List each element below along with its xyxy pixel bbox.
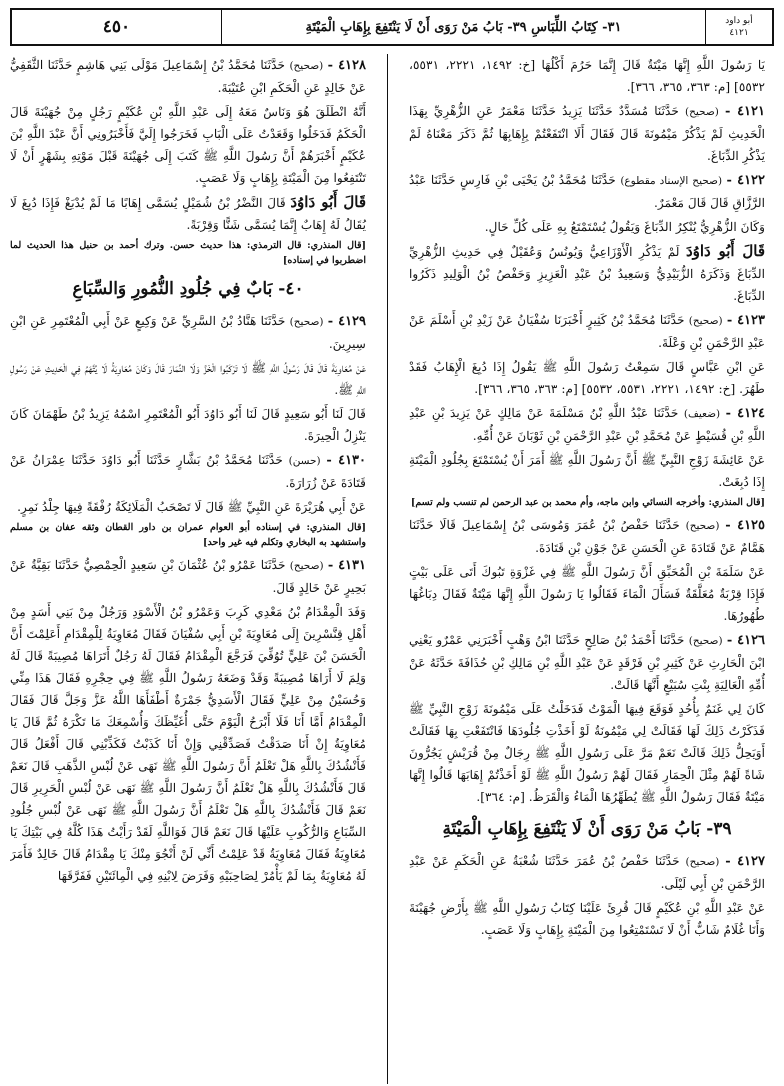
hadith-grade: (صحيح) <box>685 106 719 118</box>
hadith-matn: عَنْ مُعَاوِيَةَ قَالَ قَالَ رَسُولُ اللَّهِ ﷺ لَا تَرْكَبُوا الْخَزَّ وَلَا النِّمَارَ قَالَ وَكَانَ مُعَاوِيَةُ لَا يُتَّهَمُ فِي الْحَدِيثِ عَنْ رَسُولِ اللَّهِ ﷺ. <box>10 361 366 397</box>
hadith-text: حَدَّثَنَا مُحَمَّدُ بْنُ يَحْيَى بْنِ فَارِسٍ حَدَّثَنَا عَبْدُ الرَّزَّاقِ قَالَ قَالَ مَعْمَرٌ. <box>409 173 765 210</box>
comment-text: قَالَ النَّضْرُ بْنُ شُمَيْلٍ يُسَمَّى إِهَابًا مَا لَمْ يُدْبَغْ فَإِذَا دُبِغَ لَا يُقَالُ لَهُ إِهَابٌ إِنَّمَا يُسَمَّى شَنًّا وَقِرْبَةً. <box>10 196 366 232</box>
editor-note: [قال المنذري: وأخرجه النسائي وابن ماجه، وأم محمد بن عبد الرحمن لم تنسب ولم تسم] <box>410 497 765 508</box>
hadith-text: حَدَّثَنَا حَفْصُ بْنُ عُمَرَ حَدَّثَنَا شُعْبَةُ عَنِ الْحَكَمِ عَنْ عَبْدِ الرَّحْمَنِ بْنِ أَبِي لَيْلَى. <box>409 854 765 891</box>
hadith-text: حَدَّثَنَا مُسَدَّدٌ حَدَّثَنَا يَزِيدُ حَدَّثَنَا مَعْمَرٌ عَنِ الزُّهْرِيِّ بِهَذَا الْحَدِيثِ لَمْ يَذْكُرْ مَيْمُونَةَ قَالَ فَقَالَ أَلَا انْتَفَعْتُمْ بِإِهَابِهَا ثُمَّ ذَكَرَ مَعْنَاهُ لَمْ يَذْكُرِ الدِّبَاغَ. <box>409 104 765 163</box>
abu-dawud-comment <box>409 240 765 307</box>
hadith-text: حَدَّثَنَا حَفْصُ بْنُ عُمَرَ وَمُوسَى بْنُ إِسْمَاعِيلَ قَالَا حَدَّثَنَا هَمَّامٌ عَنْ قَتَادَةَ عَنِ الْحَسَنِ عَنْ جَوْنِ بْنِ قَتَادَةَ. <box>409 518 765 555</box>
hadith-grade: (صحيح) <box>289 560 324 572</box>
chapter-heading: ٣٩- بَابُ مَنْ رَوَى أَنْ لَا يَنْتَفِعَ بِإِهَابِ الْمَيْتَةِ <box>442 819 732 839</box>
hadith-number: ٤١٢٣ - <box>726 313 765 328</box>
hadith-text: حَدَّثَنَا عَبْدُ اللَّهِ بْنُ مَسْلَمَةَ عَنْ مَالِكٍ عَنْ يَزِيدَ بْنِ عَبْدِ اللَّهِ بْنِ قُسَيْطٍ عَنْ مُحَمَّدِ بْنِ عَبْدِ الرَّحْمَنِ بْنِ ثَوْبَانَ عَنْ أُمِّهِ. <box>409 406 765 443</box>
abu-dawud-lead: قَالَ أَبُو دَاوُدَ <box>685 242 765 260</box>
hadith-number: ٤١٢٧ - <box>725 854 765 869</box>
hadith-number: ٤١٣٠ - <box>326 453 367 468</box>
hadith-matn: عَنِ ابْنِ عَبَّاسٍ قَالَ سَمِعْتُ رَسُولَ اللَّهِ ﷺ يَقُولُ إِذَا دُبِغَ الْإِهَابُ فَقَدْ طَهُرَ. [خ: ١٤٩٢، ٢٢٢١، ٥٥٣١، ٥٥٣٢] [م: ٣٦٣، ٣٦٥، ٣٦٦]. <box>409 360 765 396</box>
hadith-grade: (صحيح) <box>685 856 720 868</box>
hadith-grade: (صحيح الإسناد مقطوع) <box>620 175 723 187</box>
left-column <box>10 54 380 1084</box>
hadith-number: ٤١٢٨ - <box>327 58 367 73</box>
hadith-block <box>409 514 765 559</box>
hadith-number: ٤١٢٤ - <box>725 406 765 421</box>
hadith-range: ٤١٢١ <box>729 28 749 38</box>
hadith-text: حَدَّثَنَا مُحَمَّدُ بْنُ إِسْمَاعِيلَ مَوْلَى بَنِي هَاشِمٍ حَدَّثَنَا الثَّقَفِيُّ عَنْ خَالِدٍ عَنِ الْحَكَمِ ابْنِ عُتَيْبَةَ. <box>10 58 366 95</box>
hadith-matn: يَا رَسُولَ اللَّهِ إِنَّهَا مَيْتَةٌ قَالَ إِنَّمَا حَرُمَ أَكْلُهَا [خ: ١٤٩٢، ٢٢٢١، ٥٥٣١، ٥٥٣٢] [م: ٣٦٣، ٣٦٥، ٣٦٦]. <box>409 58 765 94</box>
hadith-matn: عَنْ عَائِشَةَ زَوْجِ النَّبِيِّ ﷺ أَنَّ رَسُولَ اللَّهِ ﷺ أَمَرَ أَنْ يُسْتَمْتَعَ بِجُلُودِ الْمَيْتَةِ إِذَا دُبِغَتْ. <box>409 453 765 489</box>
hadith-block <box>409 850 765 895</box>
hadith-text: حَدَّثَنَا أَحْمَدُ بْنُ صَالِحٍ حَدَّثَنَا ابْنُ وَهْبٍ أَخْبَرَنِي عَمْرٌو يَعْنِي ابْنَ الْحَارِثِ عَنْ كَثِيرِ بْنِ فَرْقَدٍ عَنْ عَبْدِ اللَّهِ بْنِ مَالِكِ بْنِ حُذَافَةَ حَدَّثَهُ عَنْ أُمِّهِ الْعَالِيَةِ بِنْتِ سُبَيْعٍ أَنَّهَا قَالَتْ. <box>409 633 765 692</box>
hadith-grade: (صحيح) <box>688 315 723 327</box>
hadith-block <box>10 310 366 355</box>
hadith-grade: (صحيح) <box>289 60 324 72</box>
hadith-number: ٤١٢٦ - <box>726 633 765 648</box>
book-name: أبو داود <box>725 16 753 26</box>
hadith-number: ٤١٢٥ - <box>725 518 765 533</box>
right-column <box>395 54 765 1084</box>
page-header <box>10 8 774 46</box>
hadith-block <box>409 629 765 696</box>
hadith-number: ٤١٣١ - <box>327 558 367 573</box>
hadith-matn: وَفَدَ الْمِقْدَامُ بْنُ مَعْدِي كَرِبَ وَعَمْرُو بْنُ الْأَسْوَدِ وَرَجُلٌ مِنْ بَنِي أَسَدٍ مِنْ أَهْلِ قِنَّسْرِينَ إِلَى مُعَاوِيَةَ بْنِ أَبِي سُفْيَانَ فَقَالَ مُعَاوِيَةُ لِلْمِقْدَامِ أَعَلِمْتَ أَنَّ الْحَسَنَ بْنَ عَلِيٍّ تُوُفِّيَ فَرَجَّعَ الْمِقْدَامُ فَقَالَ لَهُ رَجُلٌ أَتَرَاهَا مُصِيبَةً قَالَ لَهُ وَلِمَ لَا أَرَاهَا مُصِيبَةً وَقَدْ وَضَعَهُ رَسُولُ اللَّهِ ﷺ فِي حِجْرِهِ فَقَالَ هَذَا مِنِّي وَحُسَيْنٌ مِنْ عَلِيٍّ فَقَالَ الْأَسَدِيُّ جَمْرَةٌ أَطْفَأَهَا اللَّهُ عَزَّ وَجَلَّ قَالَ فَقَالَ الْمِقْدَامُ أَمَّا أَنَا فَلَا أَبْرَحُ الْيَوْمَ حَتَّى أُغَيِّظَكَ وَأُسْمِعَكَ مَا تَكْرَهُ ثُمَّ قَالَ يَا مُعَاوِيَةُ إِنْ أَنَا صَدَقْتُ فَصَدِّقْنِي وَإِنْ أَنَا كَذَبْتُ فَكَذِّبْنِي قَالَ أَفْعَلُ قَالَ فَأَنْشُدُكَ بِاللَّهِ هَلْ تَعْلَمُ أَنَّ رَسُولَ اللَّهِ ﷺ نَهَى عَنْ لُبْسِ الذَّهَبِ قَالَ نَعَمْ قَالَ فَأَنْشُدُكَ بِاللَّهِ هَلْ تَعْلَمُ أَنَّ رَسُولَ اللَّهِ ﷺ نَهَى عَنْ لُبْسِ الْحَرِيرِ قَالَ نَعَمْ قَالَ فَأَنْشُدُكَ بِاللَّهِ هَلْ تَعْلَمُ أَنَّ رَسُولَ اللَّهِ ﷺ نَهَى عَنْ لُبْسِ جُلُودِ السِّبَاعِ وَالرُّكُوبِ عَلَيْهَا قَالَ نَعَمْ قَالَ فَوَاللَّهِ لَقَدْ رَأَيْتُ هَذَا كُلَّهُ فِي بَيْتِكَ يَا مُعَاوِيَةُ فَقَالَ مُعَاوِيَةُ قَدْ عَلِمْتُ أَنِّي لَنْ أَنْجُوَ مِنْكَ يَا مِقْدَامُ قَالَ خَالِدٌ فَأَمَرَ لَهُ مُعَاوِيَةُ بِمَا لَمْ يَأْمُرْ لِصَاحِبَيْهِ وَفَرَضَ لِابْنِهِ فِي الْمِائَتَيْنِ فَفَرَّقَهَا <box>10 605 366 883</box>
hadith-block <box>10 554 366 599</box>
hadith-grade: (صحيح) <box>685 520 720 532</box>
column-divider <box>387 54 388 1084</box>
hadith-block <box>10 54 366 99</box>
hadith-number: ٤١٢١ - <box>724 104 765 119</box>
hadith-matn: عَنْ عَبْدِ اللَّهِ بْنِ عُكَيْمٍ قَالَ قُرِئَ عَلَيْنَا كِتَابُ رَسُولِ اللَّهِ ﷺ بِأَرْضِ جُهَيْنَةَ وَأَنَا غُلَامٌ شَابٌّ أَنْ لَا تَسْتَمْتِعُوا مِنَ الْمَيْتَةِ بِإِهَابٍ وَلَا عَصَبٍ. <box>409 901 765 937</box>
page-number: ٤٥٠ <box>12 10 222 44</box>
editor-note: [قال المنذري: قال الترمذي: هذا حديث حسن. وترك أحمد بن حنبل هذا الحديث لما اضطربوا في إسناده] <box>10 240 366 266</box>
hadith-matn: وَكَانَ الزُّهْرِيُّ يُنْكِرُ الدِّبَاغَ وَيَقُولُ يُسْتَمْتَعُ بِهِ عَلَى كُلِّ حَالٍ. <box>484 220 765 234</box>
comment-text: لَمْ يَذْكُرِ الْأَوْزَاعِيُّ وَيُونُسُ وَعُقَيْلٌ فِي حَدِيثِ الزُّهْرِيِّ الدِّبَاغَ وَذَكَرَهُ الزُّبَيْدِيُّ وَسَعِيدُ بْنُ عَبْدِ الْعَزِيزِ وَحَفْصُ بْنُ الْوَلِيدِ ذَكَرُوا الدِّبَاغَ. <box>409 245 765 303</box>
hadith-grade: (صحيح) <box>688 635 723 647</box>
hadith-grade: (ضعيف) <box>683 408 721 420</box>
hadith-grade: (صحيح) <box>289 316 324 328</box>
book-box <box>706 10 772 44</box>
hadith-number: ٤١٢٩ - <box>327 314 367 329</box>
hadith-matn: قَالَ لَنَا أَبُو سَعِيدٍ قَالَ لَنَا أَبُو دَاوُدَ أَبُو الْمُعْتَمِرِ اسْمُهُ يَزِيدُ بْنُ طَهْمَانَ كَانَ يَنْزِلُ الْحِيرَةَ. <box>10 407 366 443</box>
hadith-text: حَدَّثَنَا عَمْرُو بْنُ عُثْمَانَ بْنِ سَعِيدٍ الْحِمْصِيُّ حَدَّثَنَا بَقِيَّةُ عَنْ بَحِيرٍ عَنْ خَالِدٍ قَالَ. <box>10 558 366 595</box>
hadith-block <box>409 402 765 447</box>
hadith-text: حَدَّثَنَا مُحَمَّدُ بْنُ كَثِيرٍ أَخْبَرَنَا سُفْيَانُ عَنْ زَيْدِ بْنِ أَسْلَمَ عَنْ عَبْدِ الرَّحْمَنِ بْنِ وَعْلَةَ. <box>409 313 765 350</box>
hadith-text: حَدَّثَنَا هَنَّادُ بْنُ السَّرِيِّ عَنْ وَكِيعٍ عَنْ أَبِي الْمُعْتَمِرِ عَنِ ابْنِ سِيرِينَ. <box>10 314 366 351</box>
hadith-matn: عَنْ أَبِي هُرَيْرَةَ عَنِ النَّبِيِّ ﷺ قَالَ لَا تَصْحَبُ الْمَلَائِكَةُ رُفْقَةً فِيهَا جِلْدُ نَمِرٍ. <box>17 500 366 514</box>
editor-note: [قال المنذري: في إسناده أبو العوام عمران بن داور القطان وثقه عفان بن مسلم واستشهد به البخاري وتكلم فيه غير واحد] <box>10 522 366 548</box>
hadith-number: ٤١٢٢ - <box>726 173 765 188</box>
hadith-text: حَدَّثَنَا مُحَمَّدُ بْنُ بَشَّارٍ حَدَّثَنَا أَبُو دَاوُدَ حَدَّثَنَا عِمْرَانُ عَنْ قَتَادَةَ عَنْ زُرَارَةَ. <box>10 453 366 490</box>
hadith-matn: كَانَ لِي غَنَمٌ بِأُحُدٍ فَوَقَعَ فِيهَا الْمَوْتُ فَدَخَلْتُ عَلَى مَيْمُونَةَ زَوْجِ النَّبِيِّ ﷺ فَذَكَرْتُ ذَلِكَ لَهَا فَقَالَتْ لِي مَيْمُونَةُ لَوْ أَخَذْتِ جُلُودَهَا فَانْتَفَعْتِ بِهَا فَقَالَتْ أَوَيَحِلُّ ذَلِكَ قَالَتْ نَعَمْ مَرَّ عَلَى رَسُولِ اللَّهِ ﷺ رِجَالٌ مِنْ قُرَيْشٍ يَجُرُّونَ شَاةً لَهُمْ مِثْلَ الْحِمَارِ فَقَالَ لَهُمْ رَسُولُ اللَّهِ ﷺ لَوْ أَخَذْتُمْ إِهَابَهَا قَالُوا إِنَّهَا مَيْتَةٌ فَقَالَ رَسُولُ اللَّهِ ﷺ يُطَهِّرُهَا الْمَاءُ وَالْقَرَظُ. [م: ٣٦٤]. <box>409 702 765 804</box>
page-body <box>10 54 774 1084</box>
hadith-block <box>409 169 765 214</box>
hadith-block <box>409 309 765 354</box>
hadith-matn: أَنَّهُ انْطَلَقَ هُوَ وَنَاسٌ مَعَهُ إِلَى عَبْدِ اللَّهِ بْنِ عُكَيْمٍ رَجُلٍ مِنْ جُهَيْنَةَ قَالَ الْحَكَمُ فَدَخَلُوا وَقَعَدْتُ عَلَى الْبَابِ فَخَرَجُوا إِلَيَّ فَأَخْبَرُونِي أَنَّ عَبْدَ اللَّهِ بْنَ عُكَيْمٍ أَخْبَرَهُمْ أَنَّ رَسُولَ اللَّهِ ﷺ كَتَبَ إِلَى جُهَيْنَةَ قَبْلَ مَوْتِهِ بِشَهْرٍ أَنْ لَا تَنْتَفِعُوا مِنَ الْمَيْتَةِ بِإِهَابٍ وَلَا عَصَبٍ. <box>10 105 366 185</box>
running-title: ٣١- كِتَابُ اللِّبَاسِ ٣٩- بَابُ مَنْ رَوَى أَنْ لَا يَنْتَفِعَ بِإِهَابِ الْمَيْتَةِ <box>222 10 706 44</box>
chapter-heading: ٤٠- بَابٌ فِي جُلُودِ النُّمُورِ وَالسِّبَاعِ <box>72 279 304 299</box>
hadith-block <box>10 449 366 494</box>
hadith-block <box>409 100 765 167</box>
hadith-matn: عَنْ سَلَمَةَ بْنِ الْمُحَبِّقِ أَنَّ رَسُولَ اللَّهِ ﷺ فِي غَزْوَةِ تَبُوكَ أَتَى عَلَى بَيْتٍ فَإِذَا قِرْبَةٌ مُعَلَّقَةٌ فَسَأَلَ الْمَاءَ فَقَالُوا يَا رَسُولَ اللَّهِ إِنَّهَا مَيْتَةٌ فَقَالَ دِبَاغُهَا طُهُورُهَا. <box>409 565 765 623</box>
hadith-grade: (حسن) <box>288 455 321 467</box>
abu-dawud-comment <box>10 191 366 236</box>
abu-dawud-lead: قَالَ أَبُو دَاوُدَ <box>290 193 366 211</box>
